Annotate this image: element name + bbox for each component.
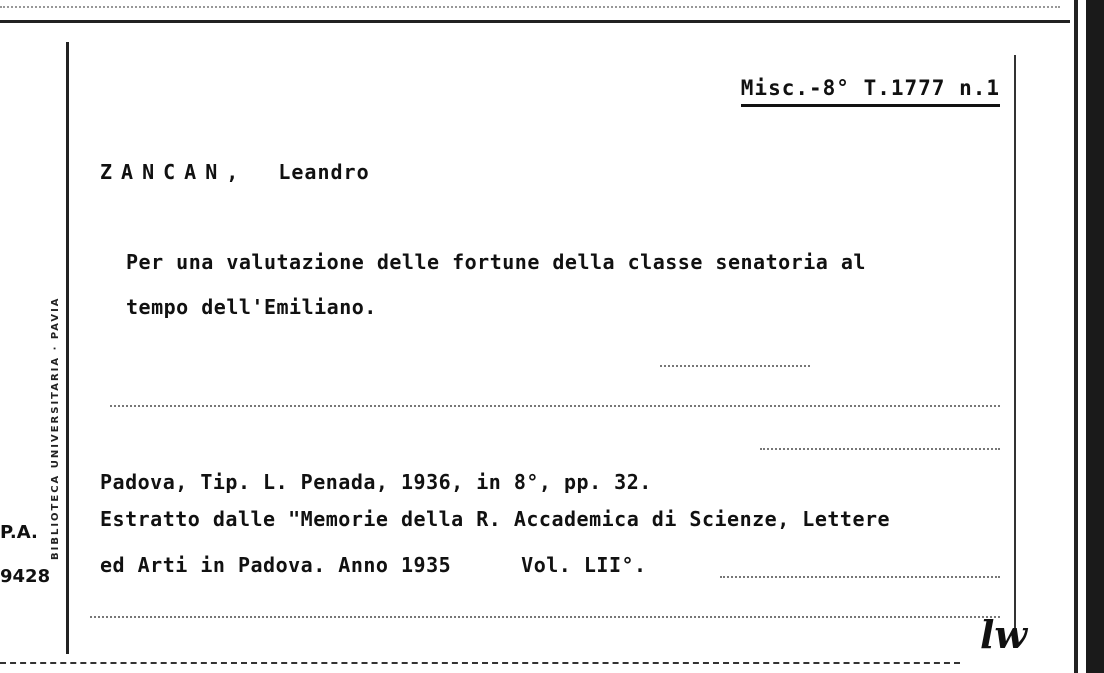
- dotted-rule: [720, 576, 1000, 578]
- library-stamp-vertical: BIBLIOTECA UNIVERSITARIA · PAVIA: [50, 296, 61, 560]
- dotted-rule: [90, 616, 1000, 618]
- right-edge-shadow: [1086, 0, 1104, 673]
- title-line-1: Per una valutazione delle fortune della classe senatoria al: [126, 250, 866, 274]
- handwritten-initials: lw: [980, 612, 1028, 657]
- imprint-line: Padova, Tip. L. Penada, 1936, in 8°, pp. 32.: [100, 470, 652, 494]
- top-scrap-line: [0, 6, 1060, 14]
- dotted-rule: [110, 405, 1000, 407]
- right-edge-strip: [1074, 0, 1078, 673]
- right-margin-rule: [1014, 55, 1016, 640]
- dotted-rule: [760, 448, 1000, 450]
- volume-label: Vol. LII°.: [521, 553, 647, 577]
- note-line-2: [100, 553, 647, 577]
- author-given-name: Leandro: [278, 160, 370, 184]
- stamp-edge-bottom: 9428: [0, 566, 51, 587]
- shelfmark: Misc.-8° T.1777 n.1: [741, 76, 1000, 107]
- top-rule: [0, 20, 1070, 23]
- note-line-2-text: ed Arti in Padova. Anno 1935: [100, 553, 452, 577]
- author-heading: [100, 160, 370, 184]
- left-margin-rule: [66, 42, 69, 654]
- dotted-rule: [660, 365, 810, 367]
- bottom-rule: [0, 662, 960, 666]
- author-surname: ZANCAN,: [100, 160, 248, 184]
- stamp-edge-top: P.A.: [0, 522, 38, 543]
- note-line-1: Estratto dalle "Memorie della R. Accademica di Scienze, Lettere: [100, 507, 891, 531]
- title-line-2: tempo dell'Emiliano.: [126, 295, 377, 319]
